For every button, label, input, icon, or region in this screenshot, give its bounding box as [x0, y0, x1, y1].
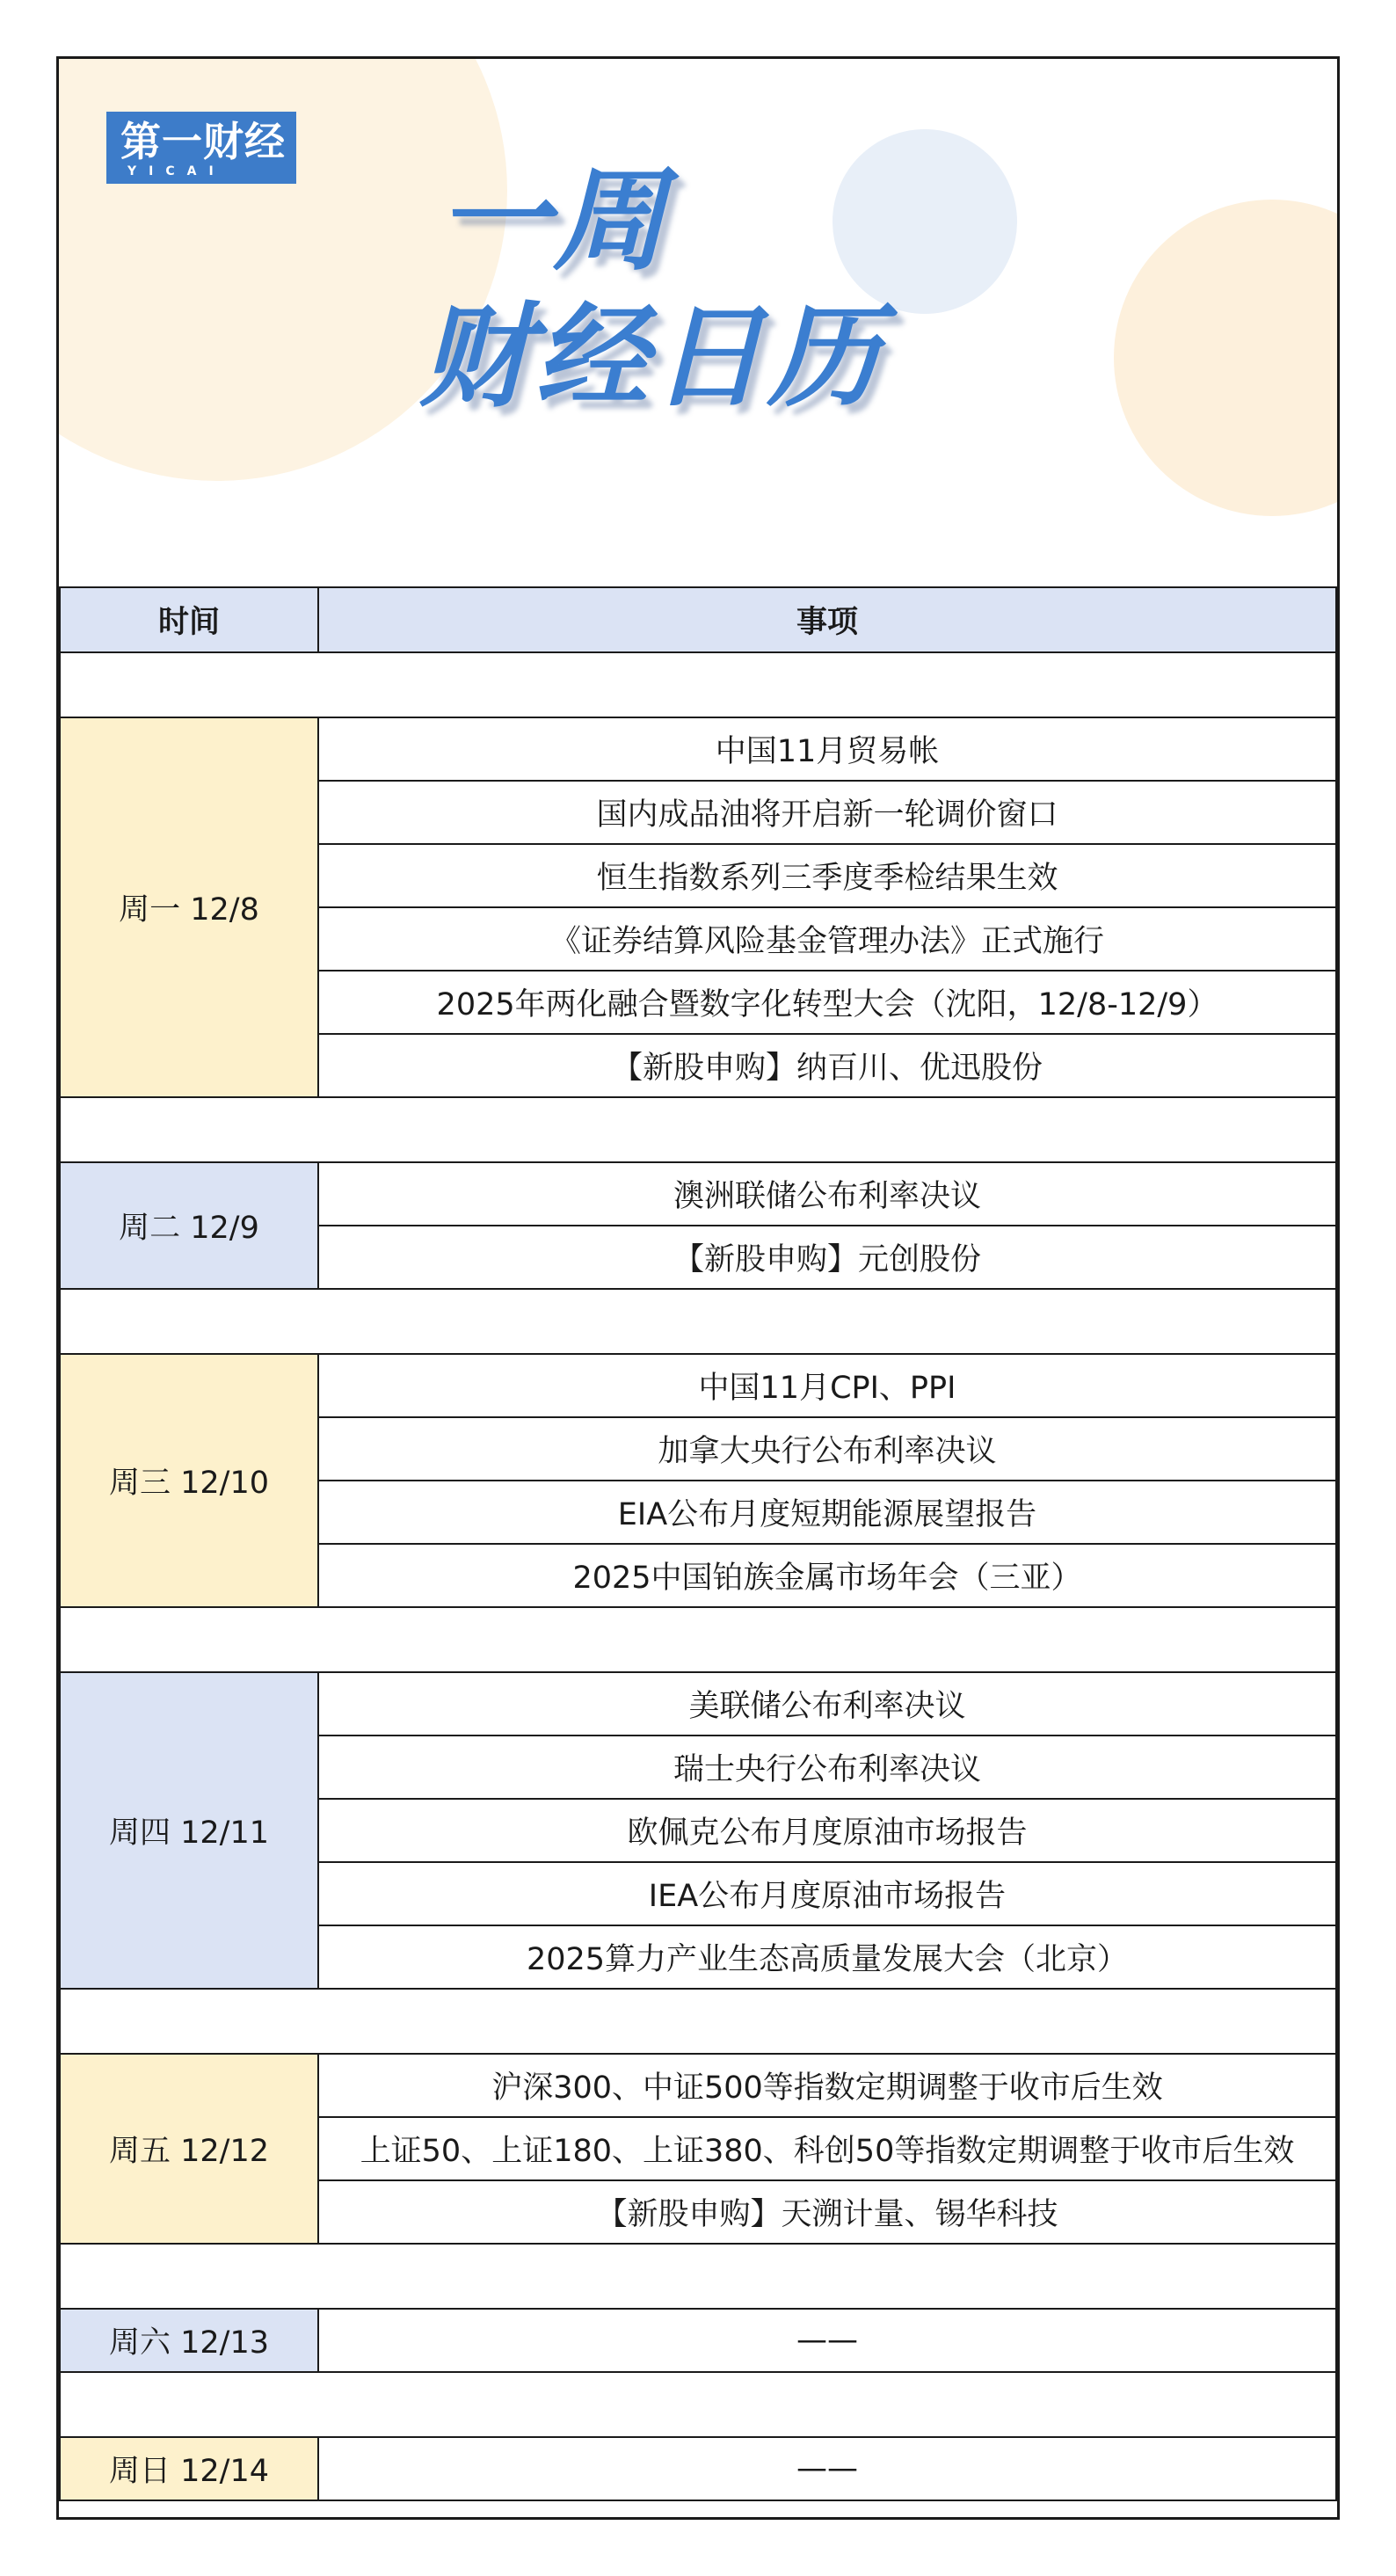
spacer-cell [60, 652, 1336, 717]
spacer-row [60, 652, 1336, 717]
header-time: 时间 [60, 587, 318, 652]
event-cell: 恒生指数系列三季度季检结果生效 [318, 844, 1336, 907]
logo-text: 第一财经 [120, 118, 286, 165]
event-row [60, 1672, 1336, 1736]
spacer-row [60, 1097, 1336, 1162]
event-cell: 2025年两化融合暨数字化转型大会（沈阳，12/8-12/9） [318, 971, 1336, 1034]
spacer-row [60, 2372, 1336, 2437]
spacer-row [60, 2244, 1336, 2309]
event-cell: 中国11月贸易帐 [318, 717, 1336, 781]
calendar-frame [56, 56, 1340, 2520]
day-cell: 周五 12/12 [60, 2054, 318, 2244]
event-cell: 澳洲联储公布利率决议 [318, 1162, 1336, 1226]
decor-circle-right [1114, 200, 1337, 516]
spacer-cell [60, 2372, 1336, 2437]
spacer-cell [60, 1989, 1336, 2054]
event-cell: 欧佩克公布月度原油市场报告 [318, 1799, 1336, 1862]
title-line-1: 一周 [437, 156, 670, 287]
day-cell: 周一 12/8 [60, 717, 318, 1097]
event-cell: 国内成品油将开启新一轮调价窗口 [318, 781, 1336, 844]
event-row [60, 1354, 1336, 1417]
spacer-cell [60, 1097, 1336, 1162]
banner [59, 59, 1337, 586]
spacer-cell [60, 2244, 1336, 2309]
event-cell: 《证券结算风险基金管理办法》正式施行 [318, 907, 1336, 971]
event-row [60, 717, 1336, 781]
event-row [60, 1162, 1336, 1226]
event-cell: 沪深300、中证500等指数定期调整于收市后生效 [318, 2054, 1336, 2117]
title-line-2: 财经日历 [419, 292, 884, 423]
event-cell: —— [318, 2309, 1336, 2372]
decor-circle-small [833, 129, 1017, 314]
event-cell: EIA公布月度短期能源展望报告 [318, 1481, 1336, 1544]
day-cell: 周六 12/13 [60, 2309, 318, 2372]
spacer-row [60, 1607, 1336, 1672]
event-cell: 2025算力产业生态高质量发展大会（北京） [318, 1925, 1336, 1989]
calendar-table [59, 586, 1337, 2501]
event-cell: 【新股申购】元创股份 [318, 1226, 1336, 1289]
yicai-logo [106, 112, 296, 184]
event-cell: 【新股申购】天溯计量、锡华科技 [318, 2180, 1336, 2244]
event-cell: —— [318, 2437, 1336, 2500]
event-row [60, 2437, 1336, 2500]
spacer-row [60, 1289, 1336, 1354]
day-cell: 周四 12/11 [60, 1672, 318, 1989]
event-cell: 加拿大央行公布利率决议 [318, 1417, 1336, 1481]
event-cell: 2025中国铂族金属市场年会（三亚） [318, 1544, 1336, 1607]
event-cell: 中国11月CPI、PPI [318, 1354, 1336, 1417]
header-event: 事项 [318, 587, 1336, 652]
event-cell: IEA公布月度原油市场报告 [318, 1862, 1336, 1925]
day-cell: 周三 12/10 [60, 1354, 318, 1607]
day-cell: 周二 12/9 [60, 1162, 318, 1289]
event-cell: 【新股申购】纳百川、优迅股份 [318, 1034, 1336, 1097]
event-cell: 瑞士央行公布利率决议 [318, 1736, 1336, 1799]
logo-subtext: YICAI [127, 164, 226, 178]
event-cell: 上证50、上证180、上证380、科创50等指数定期调整于收市后生效 [318, 2117, 1336, 2180]
event-cell: 美联储公布利率决议 [318, 1672, 1336, 1736]
spacer-cell [60, 1289, 1336, 1354]
spacer-cell [60, 1607, 1336, 1672]
event-row [60, 2309, 1336, 2372]
day-cell: 周日 12/14 [60, 2437, 318, 2500]
event-row [60, 2054, 1336, 2117]
spacer-row [60, 1989, 1336, 2054]
